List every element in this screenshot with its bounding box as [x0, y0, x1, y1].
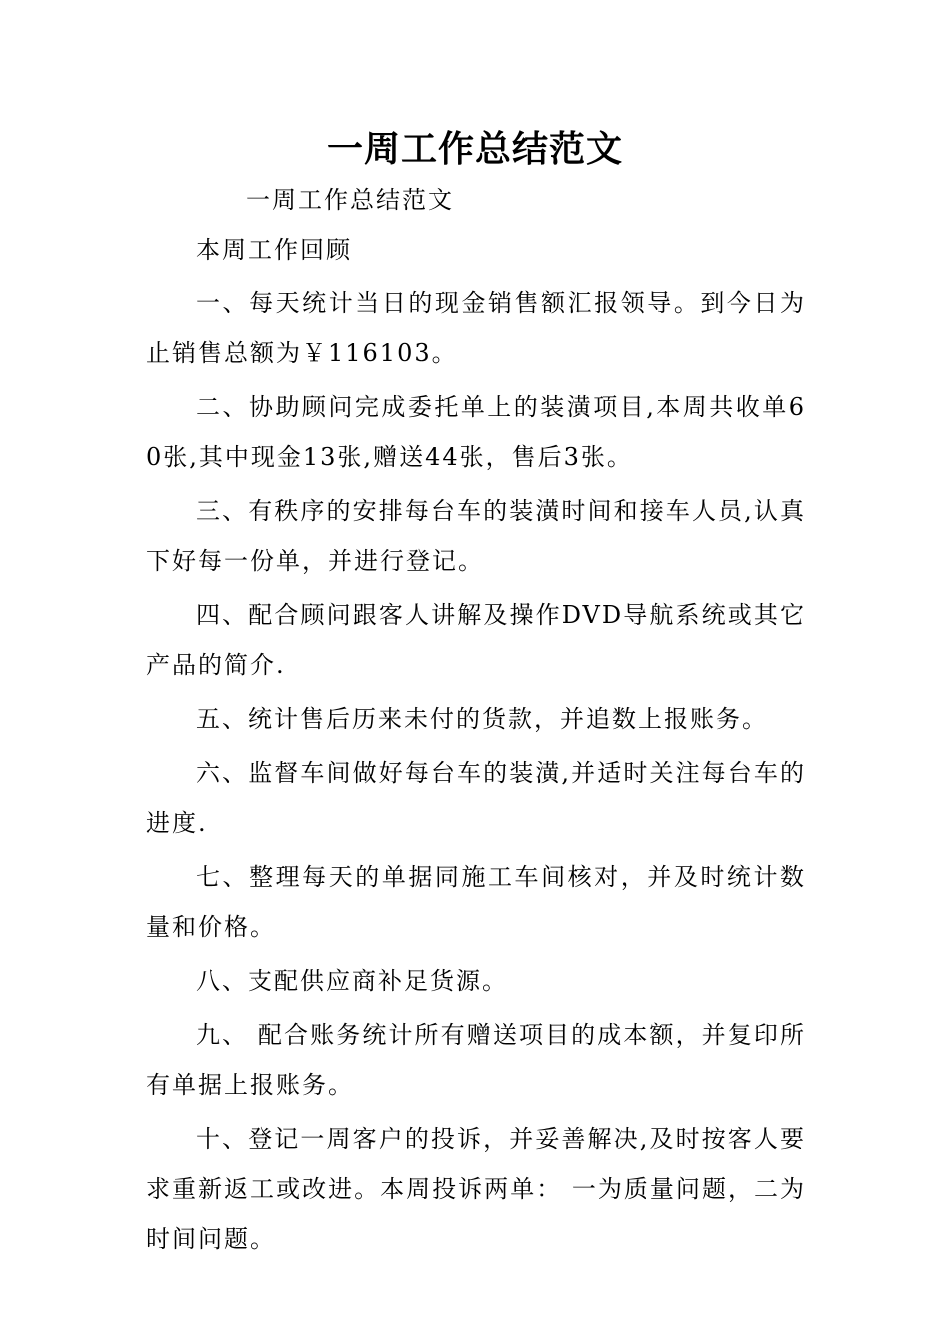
work-item-1: 一、每天统计当日的现金销售额汇报领导。到今日为止销售总额为￥116103。 — [146, 289, 806, 367]
section-heading: 本周工作回顾 — [196, 236, 352, 264]
work-item-2: 二、协助顾问完成委托单上的装潢项目,本周共收单60张,其中现金13张,赠送44张，售后3张。 — [146, 393, 806, 471]
work-item-10: 十、登记一周客户的投诉，并妥善解决,及时按客人要求重新返工或改进。本周投诉两单： 一为质量问题，二为时间问题。 — [146, 1125, 806, 1253]
document-subtitle: 一周工作总结范文 — [246, 186, 454, 214]
work-item-8: 八、支配供应商补足货源。 — [196, 967, 508, 995]
work-item-5: 五、统计售后历来未付的货款，并追数上报账务。 — [196, 705, 768, 733]
work-item-3: 三、有秩序的安排每台车的装潢时间和接车人员,认真下好每一份单，并进行登记。 — [146, 497, 806, 575]
work-item-6: 六、监督车间做好每台车的装潢,并适时关注每台车的进度. — [146, 759, 806, 837]
document-title: 一周工作总结范文 — [326, 128, 623, 170]
work-item-4: 四、配合顾问跟客人讲解及操作DVD导航系统或其它产品的简介. — [146, 601, 806, 679]
work-items-list — [146, 278, 806, 1268]
work-item-7: 七、整理每天的单据同施工车间核对，并及时统计数量和价格。 — [146, 863, 806, 941]
work-item-9: 九、 配合账务统计所有赠送项目的成本额，并复印所有单据上报账务。 — [146, 1021, 806, 1099]
